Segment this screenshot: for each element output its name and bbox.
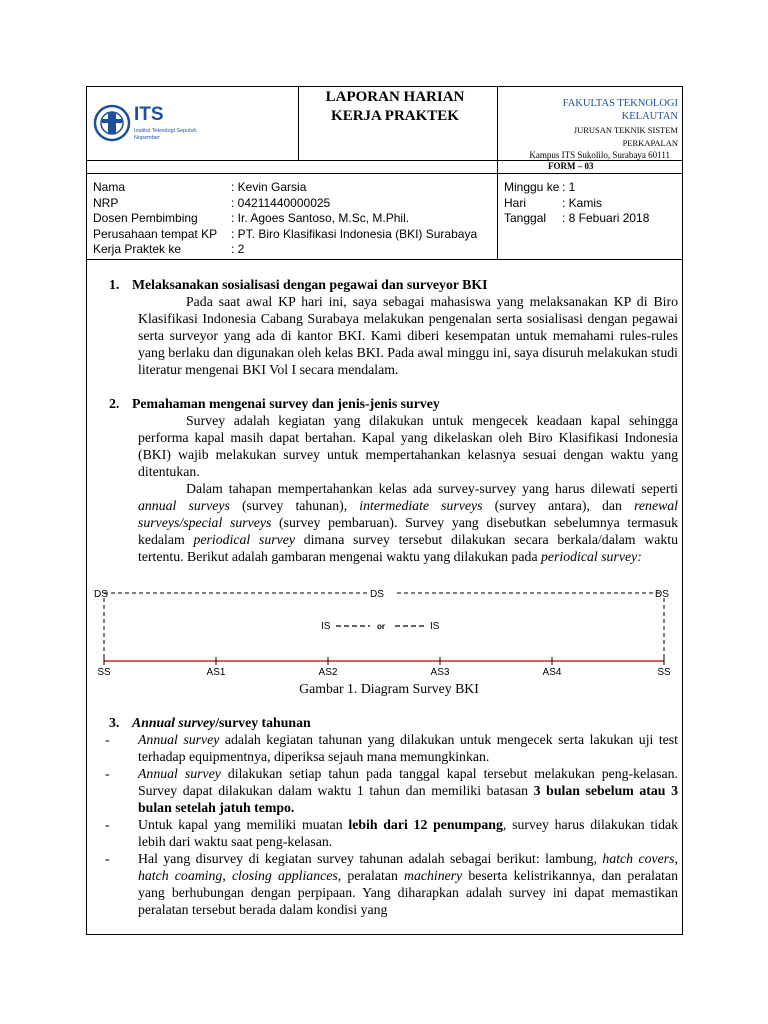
ds-label-right: DS [655, 589, 669, 600]
nama-label: Nama [93, 180, 126, 194]
or-label: or [377, 622, 385, 631]
section-1-paragraph: Pada saat awal KP hari ini, saya sebagai mahasiswa yang melaksanakan KP di Biro Klasifikasi Indonesia Cabang Surabaya melakukan pengenalan serta sosialisasi dengan pegawai serta surveyor yang ada di kantor BKI. Kami diberi kesempatan untuk memahami rules-rules yang berlaku dan digunakan oleh kelas BKI. Pada awal minggu ini, saya disuruh melakukan studi literatur mengenai BKI Vol I secara mendalam. [138, 294, 678, 377]
perusahaan-value: : PT. Biro Klasifikasi Indonesia (BKI) Surabaya [231, 226, 478, 241]
timeline-tick-label: SS [657, 667, 671, 676]
section-1-heading: 1. Melaksanakan sosialisasi dengan pegawai dan surveyor BKI [109, 277, 488, 292]
timeline-tick-label: SS [97, 667, 111, 676]
section-3-heading: 3. Annual survey/survey tahunan [109, 715, 311, 730]
bullet-1: - Annual survey adalah kegiatan tahunan yang dilakukan untuk mengecek serta lakukan uji test terhadap equipmentnya, diperiksa sejauh mana memungkinkan. [105, 732, 678, 764]
timeline-tick-label: AS4 [542, 667, 562, 676]
timeline-tick-label: AS2 [318, 667, 338, 676]
logo-wordmark: ITS [134, 104, 164, 125]
section-2-paragraph-2: Dalam tahapan mempertahankan kelas ada survey-survey yang harus dilewati seperti annual surveys (survey tahunan), intermediate surveys (survey antara), dan renewal surveys/special surveys (survey pembaruan). Survey yang disebutkan sebelumnya termasuk kedalam periodical survey dimana survey tersebut dilakukan secara berkala/dalam waktu tertentu. Berikut adalah gambaran mengenai waktu yang dilakukan pada periodical survey: [138, 481, 678, 564]
nrp-label: NRP [93, 195, 119, 210]
report-body [94, 276, 678, 918]
tanggal-value: : 8 Febuari 2018 [562, 211, 650, 225]
minggu-value: : 1 [562, 180, 576, 194]
figure-caption: Gambar 1. Diagram Survey BKI [299, 681, 479, 696]
hari-value: : Kamis [562, 195, 603, 210]
hari-label: Hari [504, 195, 527, 210]
kp-label: Kerja Praktek ke [93, 242, 182, 256]
dosen-value: : Ir. Agoes Santoso, M.Sc, M.Phil. [231, 211, 410, 225]
tanggal-label: Tanggal [504, 211, 547, 225]
timeline-tick-label: AS3 [430, 667, 450, 676]
campus-address: Kampus ITS Sukolilo, Surabaya 60111 [529, 150, 670, 160]
nrp-value: : 04211440000025 [231, 195, 331, 210]
form-number: FORM – 03 [548, 161, 594, 171]
its-logo [92, 98, 292, 148]
department-name: JURUSAN TEKNIK SISTEM PERKAPALAN [573, 125, 678, 148]
is-label-right: IS [430, 621, 440, 632]
survey-diagram [92, 581, 682, 676]
bullet-3: - Untuk kapal yang memiliki muatan lebih dari 12 penumpang, survey harus dilakukan tidak lebih dari waktu saat peng-kelasan. [105, 817, 678, 849]
kp-value: : 2 [231, 242, 245, 256]
bullet-4: - Hal yang disurvey di kegiatan survey tahunan adalah sebagai berikut: lambung, hatch covers, hatch coaming, closing appliances, peralatan machinery beserta kelistrikannya, dan peralatan yang berhubungan dengan perpipaan. Yang diharapkan adalah survey ini dapat memastikan peralatan tersebut berada dalam kondisi yang [105, 851, 678, 917]
ds-label-middle: DS [370, 589, 384, 600]
timeline-tick-label: AS1 [206, 667, 226, 676]
date-info [504, 180, 649, 227]
perusahaan-label: Perusahaan tempat KP [93, 226, 218, 241]
faculty-name: FAKULTAS TEKNOLOGI KELAUTAN [562, 98, 678, 122]
is-label-left: IS [321, 621, 331, 632]
section-2-paragraph-1: Survey adalah kegiatan yang dilakukan untuk mengecek keadaan kapal sehingga performa kapal masih dapat bertahan. Kapal yang dikelaskan oleh Biro Klasifikasi Indonesia (BKI) wajib melakukan survey untuk mempertahankan kelasnya sesuai dengan waktu yang ditentukan. [138, 413, 678, 479]
report-title: LAPORAN HARIAN KERJA PRAKTEK [325, 89, 465, 124]
nama-value: : Kevin Garsia [231, 180, 307, 194]
minggu-label: Minggu ke [504, 180, 560, 194]
section-2-heading: 2. Pemahaman mengenai survey dan jenis-jenis survey [109, 396, 440, 411]
logo-subtitle: Institut Teknologi Sepuluh Nopember [134, 128, 197, 141]
ds-label-left: DS [94, 589, 108, 600]
dosen-label: Dosen Pembimbing [93, 211, 198, 225]
bullet-2: - Annual survey dilakukan setiap tahun pada tanggal kapal tersebut melakukan peng-kelasan. Survey dapat dilakukan dalam waktu 1 tahun dan memiliki batasan 3 bulan sebelum atau 3 bulan setelah jatuh tempo. [105, 766, 678, 815]
student-info [93, 180, 477, 258]
